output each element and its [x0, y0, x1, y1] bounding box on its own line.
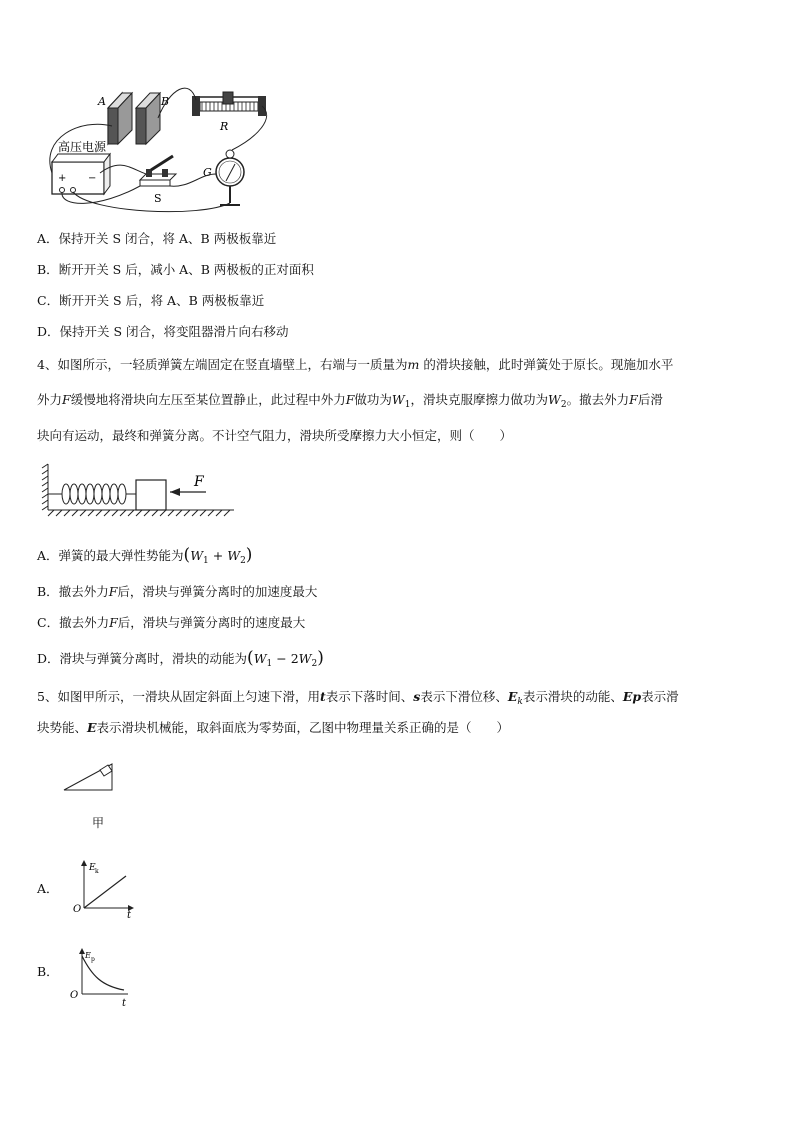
option-label: B． — [37, 584, 59, 599]
work-symbol: W — [253, 651, 267, 666]
q5-option-a-label: A． — [37, 881, 59, 896]
force-label: F — [194, 474, 204, 490]
q4-text: 做功为 — [354, 392, 392, 407]
subscript: 2 — [311, 659, 318, 669]
q4-text: 缓慢地将滑块向左压至某位置静止，此过程中外力 — [70, 392, 346, 407]
q3-option-c — [37, 291, 264, 309]
q4-line-2 — [37, 390, 663, 410]
q4-text: 后滑 — [637, 392, 663, 407]
floor — [48, 510, 234, 516]
q5-text: 表示下落时间、 — [325, 689, 414, 704]
q5-text: 如图甲所示，一滑块从固定斜面上匀速下滑，用 — [57, 689, 320, 704]
q3-option-a — [37, 229, 276, 247]
q4-option-c — [37, 613, 305, 631]
q4-text: 的滑块接触，此时弹簧处于原长。现施加水平 — [423, 357, 674, 372]
plate-b — [136, 93, 160, 144]
figure-label-jia: 甲 — [92, 816, 105, 830]
q3-option-d — [37, 322, 289, 340]
ek-symbol: E — [507, 689, 518, 704]
graph-a-xlabel: t — [127, 910, 132, 920]
operator: − 2 — [272, 651, 299, 666]
graph-a-origin: O — [73, 904, 82, 915]
option-label: C． — [37, 293, 60, 308]
q4-option-a — [37, 545, 252, 566]
question-number: 5、 — [37, 689, 58, 704]
graph-a-ylabel: E — [89, 863, 96, 873]
q4-text: 块向有运动，最终和弹簧分离。不计空气阻力，滑块所受摩擦力大小恒定，则（ ） — [37, 428, 513, 443]
spring-block-figure — [40, 462, 240, 522]
minus-sign: − — [88, 173, 97, 184]
galvanometer — [216, 150, 244, 205]
force-symbol: F — [109, 615, 118, 630]
q5-text: 表示滑块的动能、 — [522, 689, 623, 704]
galvanometer-label: G — [203, 166, 212, 179]
q5-text: 表示滑 — [641, 689, 679, 704]
plate-a — [108, 93, 132, 144]
force-symbol: F — [629, 392, 638, 407]
graph-a-ysub: k — [95, 868, 99, 875]
q5-text: 表示下滑位移、 — [420, 689, 508, 704]
q4-text: 如图所示，一轻质弹簧左端固定在竖直墙壁上，右端与一质量为 — [57, 357, 408, 372]
q4-text: 外力 — [37, 392, 63, 407]
block — [136, 480, 166, 510]
time-symbol: t — [319, 689, 326, 704]
q5-line-1 — [37, 687, 679, 707]
q3-option-b — [37, 260, 314, 278]
subscript: k — [517, 697, 523, 707]
subscript: 1 — [404, 400, 411, 410]
graph-b-origin: O — [70, 990, 79, 1001]
graph-b-ysub: p — [91, 956, 95, 963]
q4-line-1 — [37, 355, 673, 373]
force-symbol: F — [345, 392, 355, 407]
graph-b-ylabel: E — [85, 951, 91, 960]
option-text: 后，滑块与弹簧分离时的速度最大 — [117, 615, 306, 630]
graph-a — [68, 858, 140, 920]
power-label: 高压电源 — [58, 140, 107, 154]
option-label: A． — [37, 231, 59, 246]
operator: + — [208, 548, 228, 563]
option-text: 断开开关 S 后，将 A、B 两极板靠近 — [59, 293, 265, 308]
rheostat — [192, 92, 266, 116]
option-label: D． — [37, 324, 60, 339]
switch-label: S — [154, 192, 162, 205]
subscript: 1 — [203, 556, 209, 566]
energy-symbol: E — [87, 720, 97, 735]
option-text: 后，滑块与弹簧分离时的加速度最大 — [117, 584, 318, 599]
option-text: 撤去外力 — [58, 584, 109, 599]
ep-symbol: Ep — [622, 689, 642, 704]
spring — [48, 484, 136, 504]
option-label: A． — [37, 548, 59, 563]
paren: ( — [183, 545, 191, 565]
force-symbol: F — [62, 392, 71, 407]
q4-line-3 — [37, 426, 512, 444]
q4-text: 。撤去外力 — [566, 392, 630, 407]
q5-line-2 — [37, 718, 509, 736]
subscript: 2 — [560, 400, 567, 410]
option-text: 断开开关 S 后，减小 A、B 两极板的正对面积 — [58, 262, 314, 277]
question-number: 4、 — [37, 357, 58, 372]
option-text: 弹簧的最大弹性势能为 — [58, 548, 184, 563]
work-symbol: W — [298, 651, 312, 666]
subscript: 1 — [266, 659, 273, 669]
paren: ( — [247, 648, 254, 668]
graph-b — [66, 946, 138, 1008]
rheostat-label: R — [220, 120, 229, 133]
switch — [140, 156, 176, 186]
force-symbol: F — [108, 584, 118, 599]
plate-a-label: A — [98, 95, 106, 108]
displacement-symbol: s — [413, 689, 421, 704]
option-text: 保持开关 S 闭合，将变阻器滑片向右移动 — [59, 324, 289, 339]
paren: ) — [245, 545, 253, 565]
work-symbol: W — [190, 548, 204, 563]
option-label: B． — [37, 262, 59, 277]
work-symbol: W — [391, 392, 405, 407]
q4-option-d — [37, 648, 324, 669]
q4-option-b — [37, 582, 317, 600]
option-text: 保持开关 S 闭合，将 A、B 两极板靠近 — [58, 231, 277, 246]
ek-line — [84, 876, 126, 908]
option-text: 撤去外力 — [59, 615, 110, 630]
circuit-figure — [40, 78, 280, 213]
q5-text: 表示滑块机械能，取斜面底为零势面，乙图中物理量关系正确的是（ ） — [96, 720, 510, 735]
q5-text: 块势能、 — [37, 720, 88, 735]
q5-option-b-label: B． — [37, 964, 59, 979]
option-text: 滑块与弹簧分离时，滑块的动能为 — [59, 651, 248, 666]
q4-text: ，滑块克服摩擦力做功为 — [410, 392, 549, 407]
wall — [42, 464, 48, 510]
ep-curve — [82, 956, 124, 990]
work-symbol: W — [227, 548, 241, 563]
paren: ) — [317, 648, 324, 668]
option-label: D． — [37, 651, 60, 666]
graph-b-xlabel: t — [122, 998, 127, 1008]
subscript: 2 — [240, 556, 246, 566]
incline-figure — [60, 756, 120, 796]
work-symbol: W — [548, 392, 561, 407]
mass-symbol: m — [407, 357, 420, 372]
plus-sign: + — [58, 173, 67, 184]
option-label: C． — [37, 615, 60, 630]
plate-b-label: B — [161, 95, 170, 108]
